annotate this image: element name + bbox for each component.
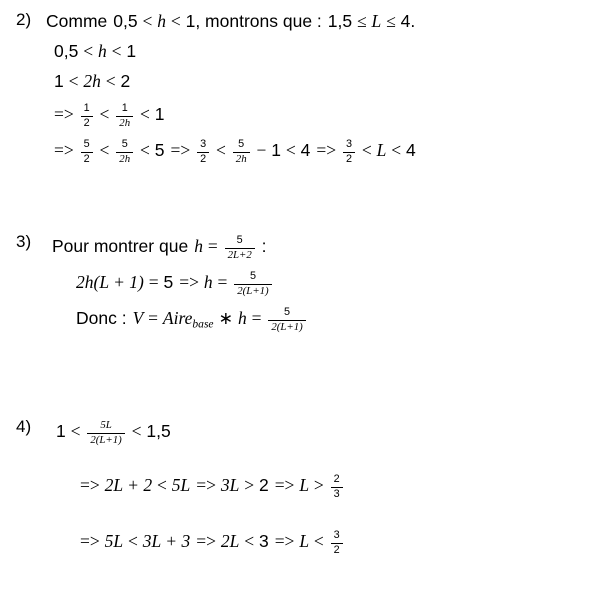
variable-L: L	[371, 11, 382, 31]
fraction-numerator: 5L	[100, 419, 112, 432]
fraction-denominator: 3	[333, 487, 340, 500]
relation-lt: <	[140, 140, 150, 160]
equation-line-0-5-lt-h-lt-1	[46, 36, 416, 66]
fraction-denominator: 2	[200, 152, 207, 165]
fraction-numerator: 5	[121, 138, 128, 151]
value-0-5: 0,5	[113, 11, 138, 31]
fraction-5-over-2h	[233, 139, 250, 165]
relation-lt: <	[131, 421, 142, 441]
fraction-numerator: 5	[238, 138, 245, 151]
relation-lt: <	[105, 71, 116, 91]
implies-arrow: =>	[274, 531, 295, 551]
relation-lt: <	[111, 41, 122, 61]
text-donc: Donc :	[76, 308, 127, 328]
fraction-denominator: 2h	[235, 152, 247, 165]
fraction-numerator: 1	[83, 102, 90, 115]
relation-lt: <	[216, 140, 226, 160]
item-marker: 3)	[16, 232, 32, 251]
variable-V: V	[132, 308, 144, 328]
fraction-denominator: 2h	[119, 116, 131, 129]
list-item-4	[16, 413, 345, 559]
relation-lt: <	[361, 140, 372, 160]
fraction-5-over-2L-plus-1	[234, 271, 271, 297]
text-montrons-que: , montrons que :	[195, 11, 322, 31]
variable-h: h	[97, 41, 107, 61]
expression-5L: 5L	[171, 475, 191, 495]
value-1-5: 1,5	[327, 11, 353, 31]
variable-h: h	[157, 11, 166, 31]
equals-sign: =	[148, 308, 159, 328]
equals-sign: =	[251, 308, 262, 328]
fraction-1-over-2	[81, 103, 93, 129]
expression-2h-L-plus-1: 2h(L + 1)	[76, 272, 144, 292]
variable-L: L	[376, 140, 387, 160]
relation-lt: <	[99, 104, 110, 124]
item-marker: 2)	[16, 10, 32, 29]
minus-sign: −	[256, 140, 267, 160]
relation-lt: <	[127, 531, 138, 551]
relation-gt: >	[313, 475, 324, 495]
relation-lt: <	[170, 11, 181, 31]
value-1: 1	[185, 11, 196, 31]
fraction-2-over-3	[331, 474, 343, 500]
implies-arrow: =>	[54, 140, 74, 160]
expression-2L-plus-2: 2L + 2	[104, 475, 153, 495]
implies-arrow: =>	[196, 531, 216, 551]
item-body	[46, 413, 345, 559]
fraction-numerator: 3	[345, 138, 352, 151]
relation-gt: >	[244, 475, 255, 495]
value-1: 1	[56, 421, 66, 441]
item-body	[46, 228, 308, 342]
equation-line-volume	[52, 300, 308, 342]
period: .	[410, 11, 416, 31]
value-4: 4	[405, 140, 416, 160]
equals-sign: =	[217, 272, 228, 292]
fraction-numerator: 1	[121, 102, 128, 115]
expression-3L: 3L	[220, 475, 240, 495]
fraction-5-over-2L-plus-2	[225, 235, 255, 261]
value-1-5: 1,5	[146, 421, 171, 441]
relation-lt: <	[391, 140, 402, 160]
equation-line-chain	[46, 132, 416, 168]
statement-line	[52, 228, 308, 264]
variable-h: h	[237, 308, 247, 328]
relation-lt: <	[140, 104, 150, 124]
value-5: 5	[163, 272, 174, 292]
fraction-denominator: 2	[83, 116, 90, 129]
expression-3L-plus-3: 3L + 3	[142, 531, 191, 551]
relation-lt: <	[70, 421, 81, 441]
value-3: 3	[258, 531, 269, 551]
expression-5L: 5L	[104, 531, 124, 551]
relation-lt: <	[83, 41, 94, 61]
relation-lt: <	[244, 531, 255, 551]
list-item-3	[16, 228, 308, 342]
implies-arrow: =>	[80, 531, 100, 551]
statement-line	[46, 6, 416, 36]
fraction-numerator: 3	[200, 138, 207, 151]
relation-lt: <	[99, 140, 110, 160]
fraction-numerator: 5	[236, 234, 243, 247]
fraction-denominator: 2(L+1)	[271, 320, 303, 333]
equals-sign: =	[207, 236, 218, 256]
variable-L: L	[299, 475, 310, 495]
colon: :	[261, 236, 267, 256]
relation-lt: <	[142, 11, 153, 31]
equation-line-lower-bound	[56, 467, 345, 503]
value-5: 5	[154, 140, 165, 160]
relation-lt: <	[285, 140, 296, 160]
variable-h: h	[203, 272, 213, 292]
variable-h: h	[194, 236, 203, 256]
fraction-3-over-2	[331, 530, 343, 556]
item-marker: 4)	[16, 417, 32, 436]
fraction-denominator: 2h	[119, 152, 131, 165]
relation-le: ≤	[386, 11, 396, 31]
relation-lt: <	[68, 71, 79, 91]
fraction-numerator: 2	[333, 473, 340, 486]
term-aire: Aire	[162, 308, 193, 328]
value-4: 4	[400, 11, 411, 31]
value-1: 1	[271, 140, 281, 160]
fraction-denominator: 2(L+1)	[237, 284, 269, 297]
value-0-5: 0,5	[54, 41, 79, 61]
equation-line-upper-bound	[56, 523, 345, 559]
expression-2L: 2L	[220, 531, 240, 551]
fraction-denominator: 2	[333, 543, 340, 556]
fraction-numerator: 5	[249, 270, 256, 283]
value-1: 1	[126, 41, 137, 61]
value-4: 4	[300, 140, 311, 160]
text-comme: Comme	[46, 11, 108, 31]
item-body	[46, 6, 416, 168]
equals-sign: =	[148, 272, 159, 292]
text-pour-montrer-que: Pour montrer que	[52, 236, 189, 256]
value-2: 2	[120, 71, 131, 91]
implies-arrow: =>	[170, 140, 191, 160]
fraction-numerator: 5	[83, 138, 90, 151]
value-2: 2	[258, 475, 269, 495]
fraction-3-over-2	[197, 139, 209, 165]
fraction-5-over-2L-plus-1	[268, 307, 305, 333]
list-item-2	[16, 6, 416, 168]
expression-2h: 2h	[83, 71, 101, 91]
fraction-1-over-2h	[116, 103, 133, 129]
fraction-denominator: 2(L+1)	[90, 433, 122, 446]
fraction-numerator: 3	[333, 529, 340, 542]
fraction-denominator: 2	[83, 152, 90, 165]
fraction-3-over-2	[343, 139, 355, 165]
implies-arrow: =>	[274, 475, 295, 495]
fraction-5-over-2h	[116, 139, 133, 165]
equation-line-bounds	[56, 413, 345, 449]
relation-le: ≤	[357, 11, 367, 31]
fraction-numerator: 5	[284, 306, 291, 319]
implies-arrow: =>	[54, 104, 74, 124]
multiplication-sign: ∗	[218, 308, 234, 328]
subscript-base: base	[192, 318, 214, 331]
equation-line-1-lt-2h-lt-2	[46, 66, 416, 96]
implies-arrow: =>	[196, 475, 216, 495]
implies-arrow: =>	[316, 140, 337, 160]
equation-line-2h-L1-eq-5	[52, 264, 308, 300]
value-1: 1	[54, 71, 64, 91]
relation-lt: <	[313, 531, 324, 551]
variable-L: L	[299, 531, 310, 551]
equation-line-half-lt-inv2h-lt-1	[46, 96, 416, 132]
implies-arrow: =>	[80, 475, 100, 495]
relation-lt: <	[156, 475, 167, 495]
value-1: 1	[154, 104, 165, 124]
fraction-5-over-2	[81, 139, 93, 165]
fraction-denominator: 2L+2	[227, 248, 252, 261]
fraction-denominator: 2	[345, 152, 352, 165]
implies-arrow: =>	[179, 272, 199, 292]
fraction-5L-over-2L-plus-1	[87, 420, 124, 446]
